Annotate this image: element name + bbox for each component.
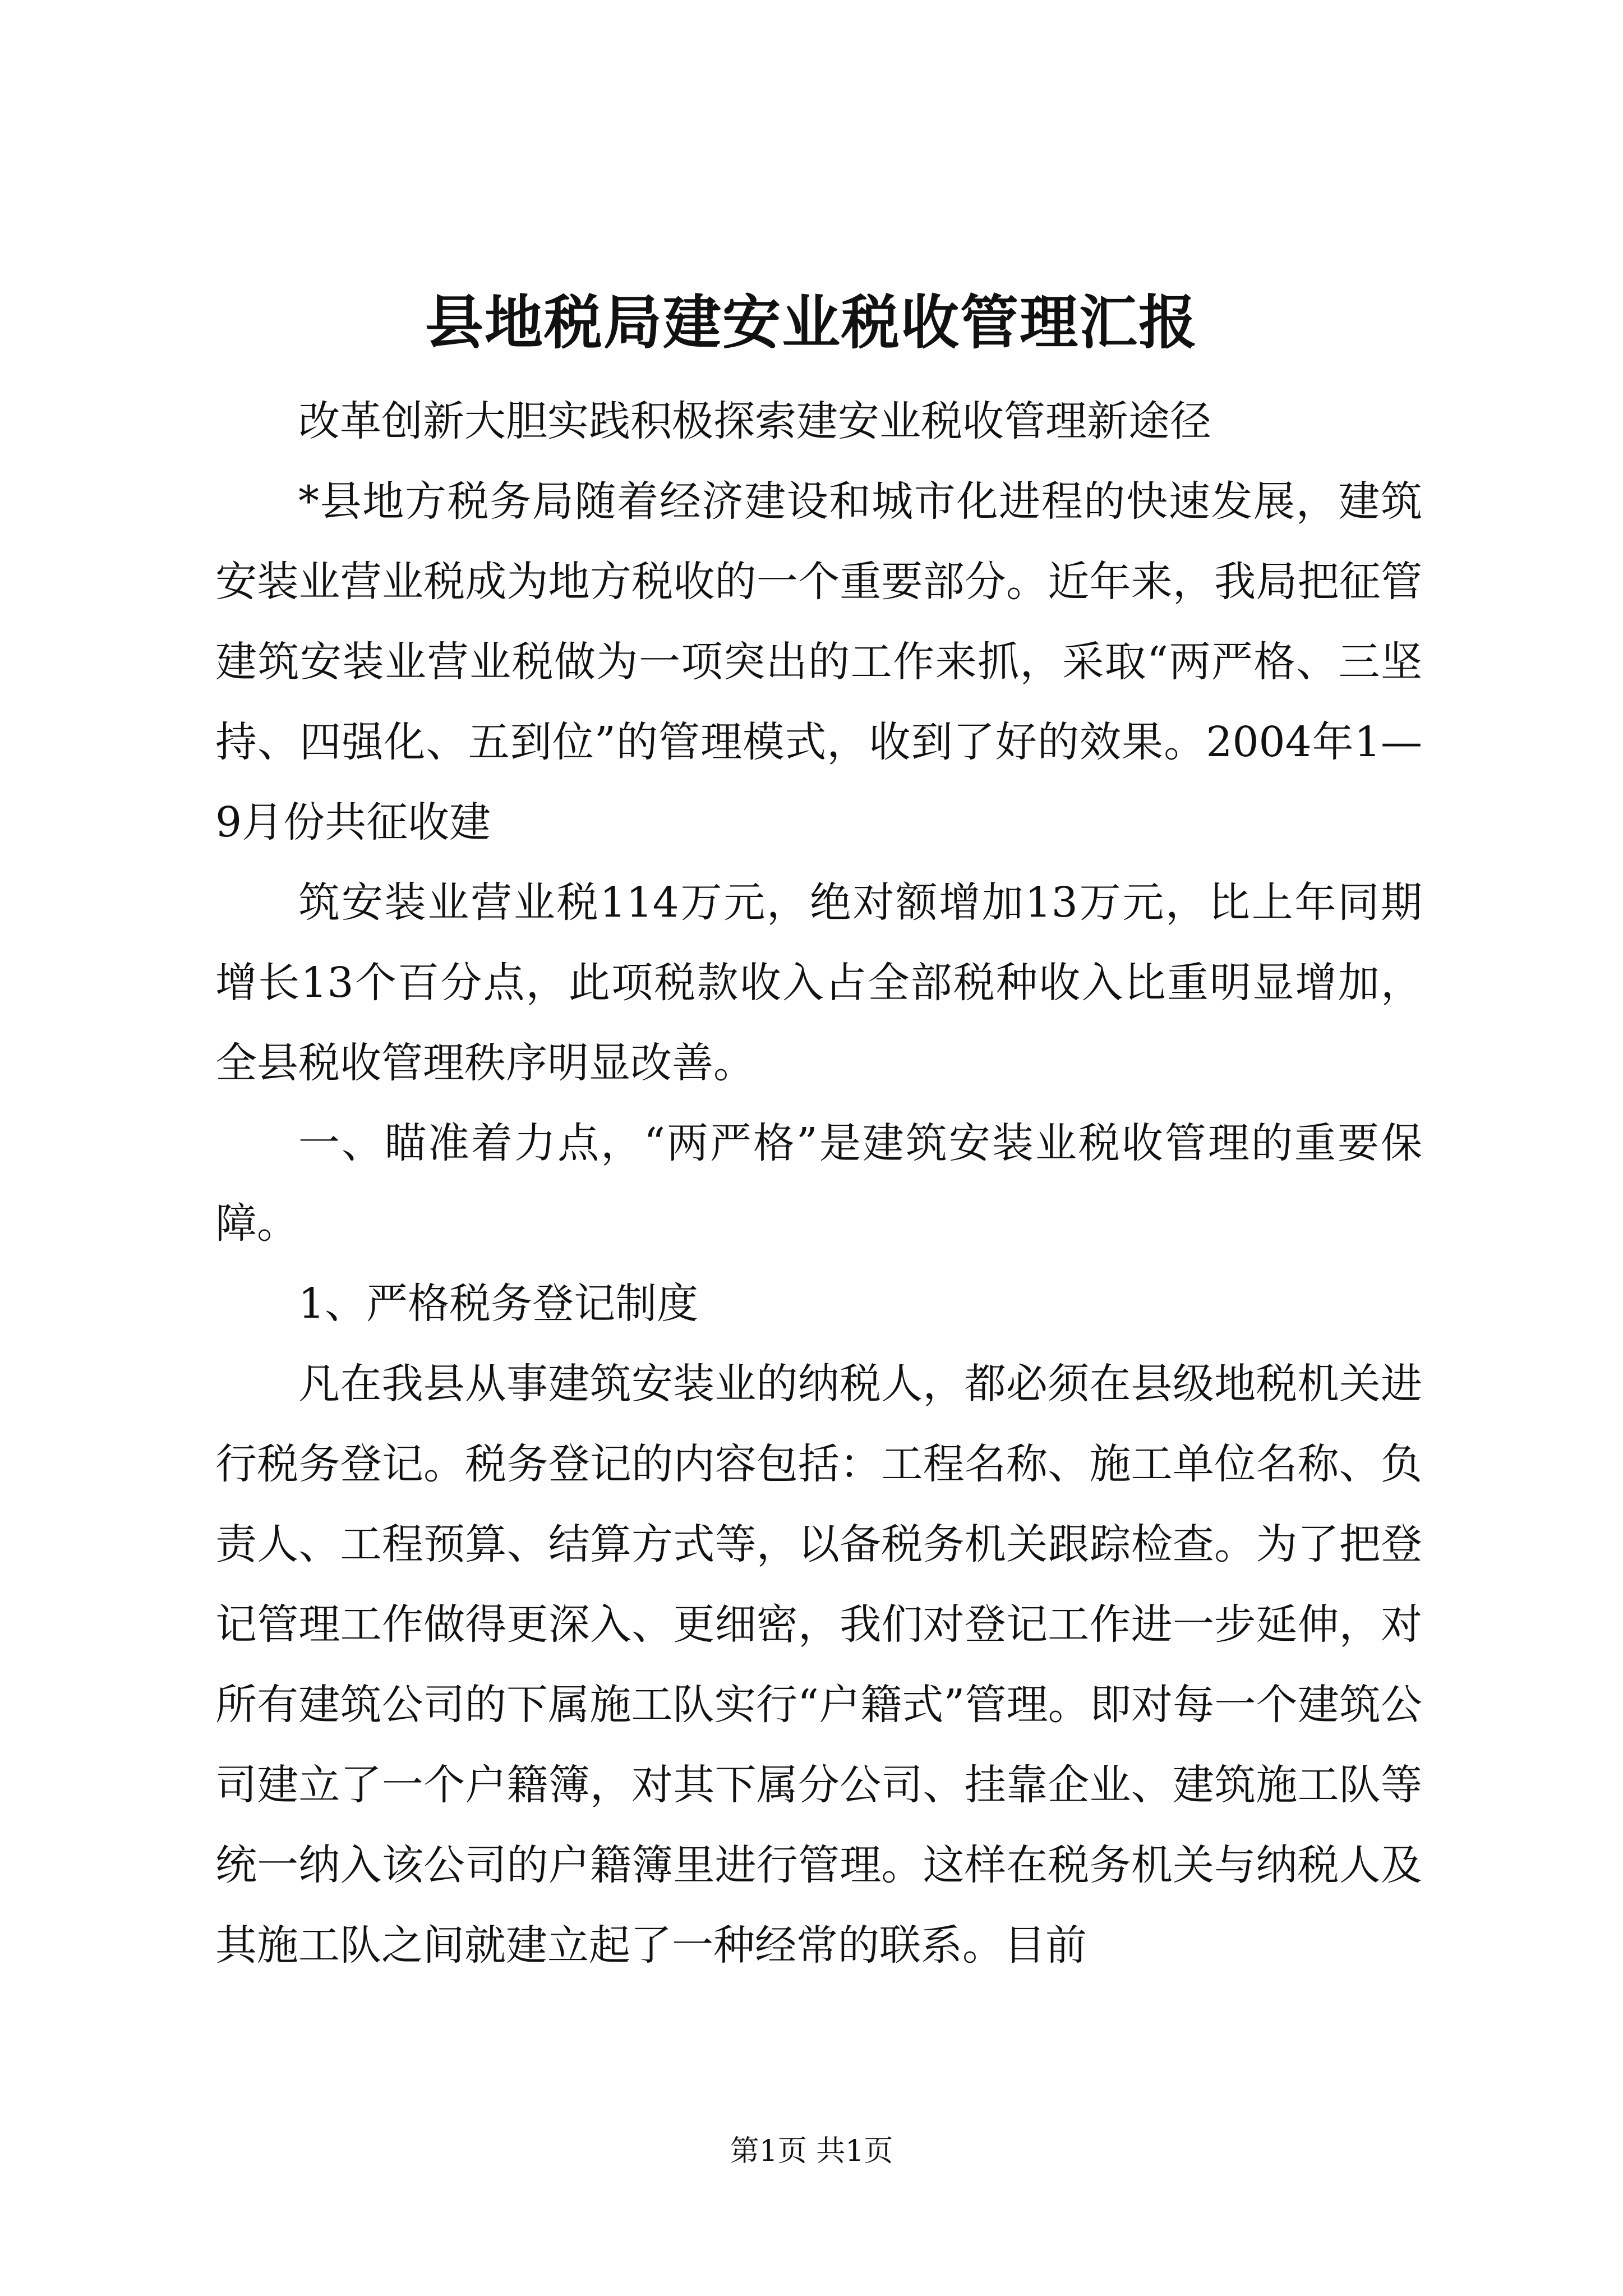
document-title: 县地税局建安业税收管理汇报 (425, 288, 1198, 357)
section-heading: 一、瞄准着力点，“两严格”是建筑安装业税收管理的重要保障。 (215, 1119, 1422, 1248)
page-footer: 第1页 共1页 (730, 2134, 893, 2168)
document-body (215, 381, 1422, 1986)
body-paragraph: 凡在我县从事建筑安装业的纳税人，都必须在县级地税机关进行税务登记。税务登记的内容包括：工程名称、施工单位名称、负责人、工程预算、结算方式等，以备税务机关跟踪检查。为了把登记管理工作做得更深入、更细密，我们对登记工作进一步延伸，对所有建筑公司的下属施工队实行“户籍式”管理。即对每一个建筑公司建立了一个户籍簿，对其下属分公司、挂靠企业、建筑施工队等统一纳入该公司的户籍簿里进行管理。这样在税务机关与纳税人及其施工队之间就建立起了一种经常的联系。目前 (215, 1360, 1422, 1970)
body-paragraph: *县地方税务局随着经济建设和城市化进程的快速发展，建筑安装业营业税成为地方税收的一个重要部分。近年来，我局把征管建筑安装业营业税做为一项突出的工作来抓，采取“两严格、三坚持、四强化、五到位”的管理模式，收到了好的效果。2004年1—9月份共征收建 (215, 477, 1422, 846)
body-paragraph: 筑安装业营业税114万元，绝对额增加13万元，比上年同期增长13个百分点，此项税款收入占全部税种收入比重明显增加，全县税收管理秩序明显改善。 (215, 878, 1422, 1087)
subsection-heading: 1、严格税务登记制度 (298, 1280, 699, 1328)
subtitle-paragraph: 改革创新大胆实践积极探索建安业税收管理新途径 (298, 397, 1211, 445)
